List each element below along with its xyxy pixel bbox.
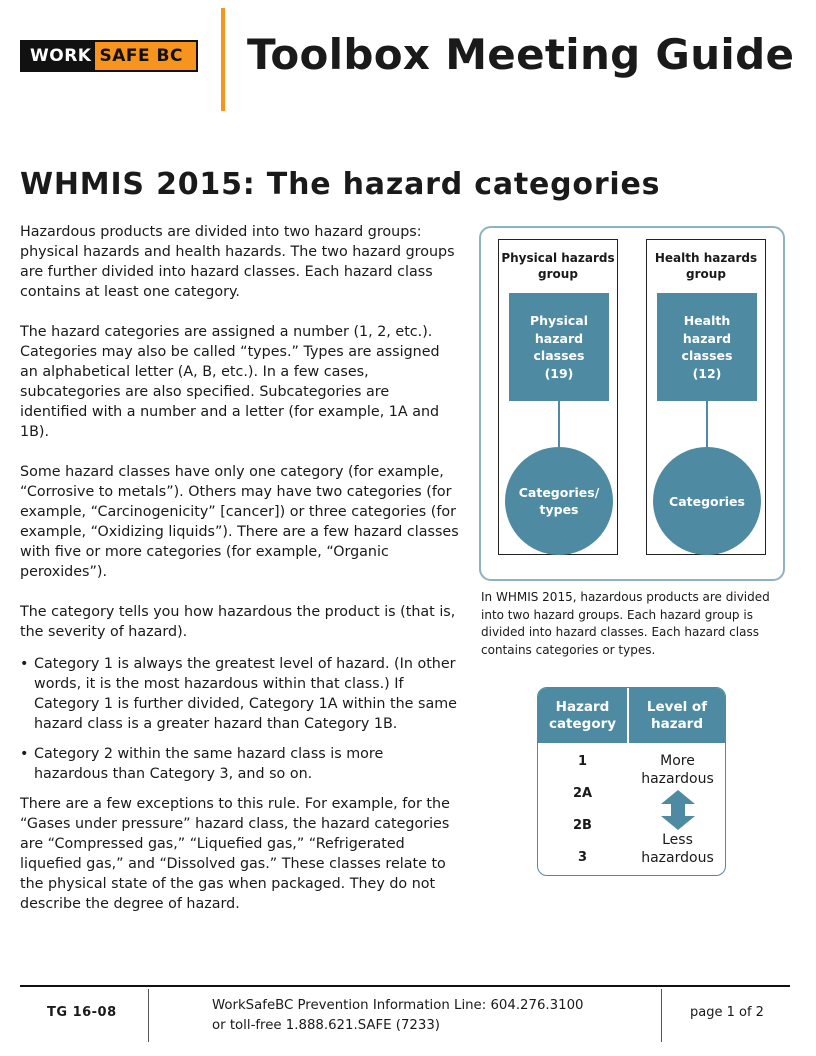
worksafebc-logo (20, 40, 198, 72)
category-cell: 3 (577, 850, 588, 865)
diagram-caption: In WHMIS 2015, hazardous products are divided into two hazard groups. Each hazard group is divided into hazard classes. Each hazard class contains categories or types. (481, 590, 770, 657)
categories-circle (653, 447, 761, 555)
category-cell: 2B (573, 818, 592, 833)
group-label (499, 250, 617, 282)
paragraph-5: There are a few exceptions to this rule. For example, for the “Gases under pressure” hazard class, the hazard categories are “Compressed gas,” “Liquefied gas,” “Refrigerated liquefied gas,” and “Dissolved gas.” These classes relate to the physical state of the gas when packaged. They do not describe the degree of hazard. (20, 796, 450, 912)
level-line: hazardous (641, 771, 714, 787)
header-line: hazard (650, 715, 703, 732)
level-line: hazardous (641, 850, 714, 866)
bullet-item: • Category 1 is always the greatest level of hazard. (In other words, it is the most hazardous within that class.) If Category 1 is further divided, Category 1A within the same hazard class is a greater hazard than Category 1B. (20, 654, 460, 734)
header-line: Hazard (555, 698, 610, 715)
circle-line: Categories/ (518, 485, 600, 500)
category-cell: 1 (577, 754, 588, 769)
class-line: hazard (682, 330, 732, 346)
body-text (20, 222, 460, 934)
header-hazard-category (538, 688, 629, 743)
page-heading: WHMIS 2015: The hazard categories (20, 167, 661, 202)
physical-hazards-group (498, 239, 618, 555)
hazard-groups-diagram (479, 226, 785, 581)
category-cell: 2A (572, 786, 593, 801)
paragraph-3: Some hazard classes have only one category (for example, “Corrosive to metals”). Others may have two categories (for example, “Carcinogenicity” [cancer]) or three categories (for example, “Oxidizing liquids”). There are a few hazard classes with five or more categories (for example, “Organic peroxides”). (20, 464, 459, 580)
group-label-line: group (538, 267, 578, 281)
class-line: Health (683, 313, 731, 328)
less-hazardous-label (630, 831, 725, 867)
group-label-line: Physical hazards (501, 251, 615, 265)
level-line: Less (662, 832, 693, 848)
connector-line (706, 401, 708, 451)
more-hazardous-label (630, 752, 725, 788)
group-label-line: group (686, 267, 726, 281)
class-line: Physical (529, 313, 589, 328)
footer-divider (148, 989, 149, 1042)
page-number: page 1 of 2 (690, 1005, 764, 1020)
bullet-list (20, 654, 460, 784)
header-level-of-hazard (629, 688, 725, 743)
bullet-item: • Category 2 within the same hazard class is more hazardous than Category 3, and so on. (20, 744, 460, 784)
table-header (538, 688, 725, 743)
class-line: (12) (692, 365, 722, 381)
guide-code: TG 16-08 (47, 1005, 117, 1020)
footer-rule (20, 985, 790, 987)
logo-safe-text: SAFE BC (95, 42, 196, 70)
physical-hazard-classes-box (509, 293, 609, 401)
circle-line: Categories (669, 493, 745, 509)
contact-line-1: WorkSafeBC Prevention Information Line: 604.276.3100 (212, 998, 584, 1013)
paragraph-2: The hazard categories are assigned a number (1, 2, etc.). Categories may also be called “types.” Types are assigned an alphabetical letter (A, B, etc.). In a few cases, subcategories are also specified. Subcategories are identified with a number and a letter (for example, 1A and 1B). (20, 324, 440, 440)
health-hazard-classes-box (657, 293, 757, 401)
class-line: classes (533, 348, 585, 363)
group-label (647, 250, 765, 282)
group-label-line: Health hazards (654, 251, 758, 265)
class-line: hazard (534, 330, 584, 346)
class-line: classes (681, 348, 733, 363)
footer-contact (212, 996, 584, 1036)
circle-line: types (539, 502, 579, 517)
document-title: Toolbox Meeting Guide (247, 30, 795, 79)
header-line: Level of (646, 698, 708, 715)
class-line: (19) (544, 365, 574, 381)
hazard-category-table (537, 687, 726, 876)
header-line: category (548, 715, 617, 732)
level-line: More (660, 753, 695, 769)
health-hazards-group (646, 239, 766, 555)
double-arrow-icon (661, 790, 695, 830)
contact-line-2: or toll-free 1.888.621.SAFE (7233) (212, 1018, 440, 1033)
logo-work-text: WORK (22, 42, 95, 70)
paragraph-4: The category tells you how hazardous the product is (that is, the severity of hazard). (20, 604, 456, 640)
paragraph-1: Hazardous products are divided into two hazard groups: physical hazards and health hazards. The two hazard groups are further divided into hazard classes. Each hazard class contains at least one category. (20, 224, 455, 300)
footer-divider (661, 989, 662, 1042)
connector-line (558, 401, 560, 451)
header-divider (221, 8, 225, 111)
categories-types-circle (505, 447, 613, 555)
